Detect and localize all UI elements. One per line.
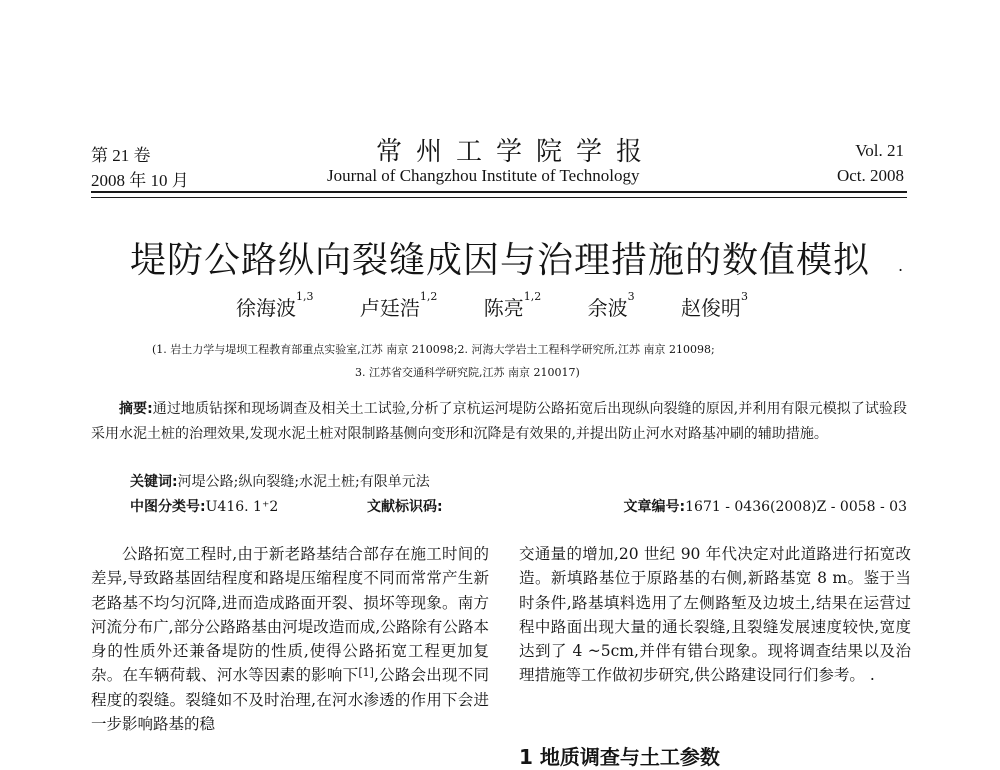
body-left-text: 公路拓宽工程时,由于新老路基结合部存在施工时间的差异,导致路基固结程度和路堤压缩程度不同而常常产生新老路基不均匀沉降,进而造成路面开裂、损坏等现象。南方河流分布广,部分公路路基由河堤改造而成,公路除有公路本身的性质外还兼备堤防的性质,使得公路拓宽工程更加复杂。在车辆荷载、河水等因素的影响下: [91, 545, 489, 685]
affiliation-line-2: 3. 江苏省交通科学研究院,江苏 南京 210017): [355, 366, 580, 379]
header-rule-thick: [91, 191, 907, 193]
classification-text: U416. 1⁺2: [205, 499, 279, 515]
affiliation-line-1: (1. 岩土力学与堤坝工程教育部重点实验室,江苏 南京 210098;2. 河海大学岩土工程科学研究所,江苏 南京 210098;: [152, 343, 715, 356]
author: 赵俊明$^3$: [680, 290, 748, 320]
citation-ref: [1]: [358, 666, 374, 680]
volume-cn: 第 21 卷: [91, 146, 151, 165]
date-en: Oct. 2008: [836, 166, 904, 185]
date-cn: 2008 年 10 月: [91, 171, 189, 190]
author-list: [236, 292, 770, 321]
article-number-text: 1671 - 0436(2008)Z - 0058 - 03: [685, 499, 907, 515]
keywords-text: 河堤公路;纵向裂缝;水泥土桩;有限单元法: [177, 474, 430, 490]
classification: [130, 496, 278, 516]
abstract: [91, 397, 907, 446]
body-column-left: [91, 542, 489, 736]
abstract-text: 通过地质钻探和现场调查及相关土工试验,分析了京杭运河堤防公路拓宽后出现纵向裂缝的原因,并利用有限元模拟了试验段采用水泥土桩的治理效果,发现水泥土桩对限制路基侧向变形和沉降是有效果的,并提出防止河水对路基冲刷的辅助措施。: [91, 401, 907, 442]
author: 徐海波$^{1,3}$: [236, 290, 314, 320]
volume-en: Vol. 21: [855, 141, 904, 160]
abstract-label: 摘要:: [119, 401, 153, 417]
body-column-right: 交通量的增加,20 世纪 90 年代决定对此道路进行拓宽改造。新填路基位于原路基的右侧,新路基宽 8 m。鉴于当时条件,路基填料选用了左侧路堑及边坡土,结果在运营过程中路面出现大量的通长裂缝,且裂缝发展速度较快,宽度达到了 4 ~5cm,并伴有错台现象。现将调查结果以及治理措施等工作做初步研究,供公路建设同行们参考。 .: [519, 545, 911, 685]
journal-title-cn: 常州工学院学报: [376, 137, 657, 167]
keywords: [130, 471, 430, 491]
author: 卢廷浩$^{1,2}$: [359, 290, 438, 320]
author: 陈亮$^{1,2}$: [483, 290, 542, 320]
author: 余波$^3$: [587, 290, 635, 320]
header-rule-thin: [91, 197, 907, 198]
title-mark: .: [898, 256, 904, 275]
journal-title-en: Journal of Changzhou Institute of Technology: [327, 166, 640, 185]
article-number: [624, 496, 907, 516]
section-heading: 1 地质调查与土工参数: [519, 745, 720, 769]
document-mark: [367, 496, 443, 516]
document-mark-label: 文献标识码:: [367, 499, 443, 515]
paper-title: 堤防公路纵向裂缝成因与治理措施的数值模拟: [130, 240, 871, 281]
article-number-label: 文章编号:: [623, 499, 686, 515]
keywords-label: 关键词:: [130, 474, 178, 490]
body-left-text-cont: ,公路会出现不同程度的裂缝。裂缝如不及时治理,在河水渗透的作用下会进一步影响路基的稳: [91, 666, 489, 734]
classification-label: 中图分类号:: [130, 499, 206, 515]
